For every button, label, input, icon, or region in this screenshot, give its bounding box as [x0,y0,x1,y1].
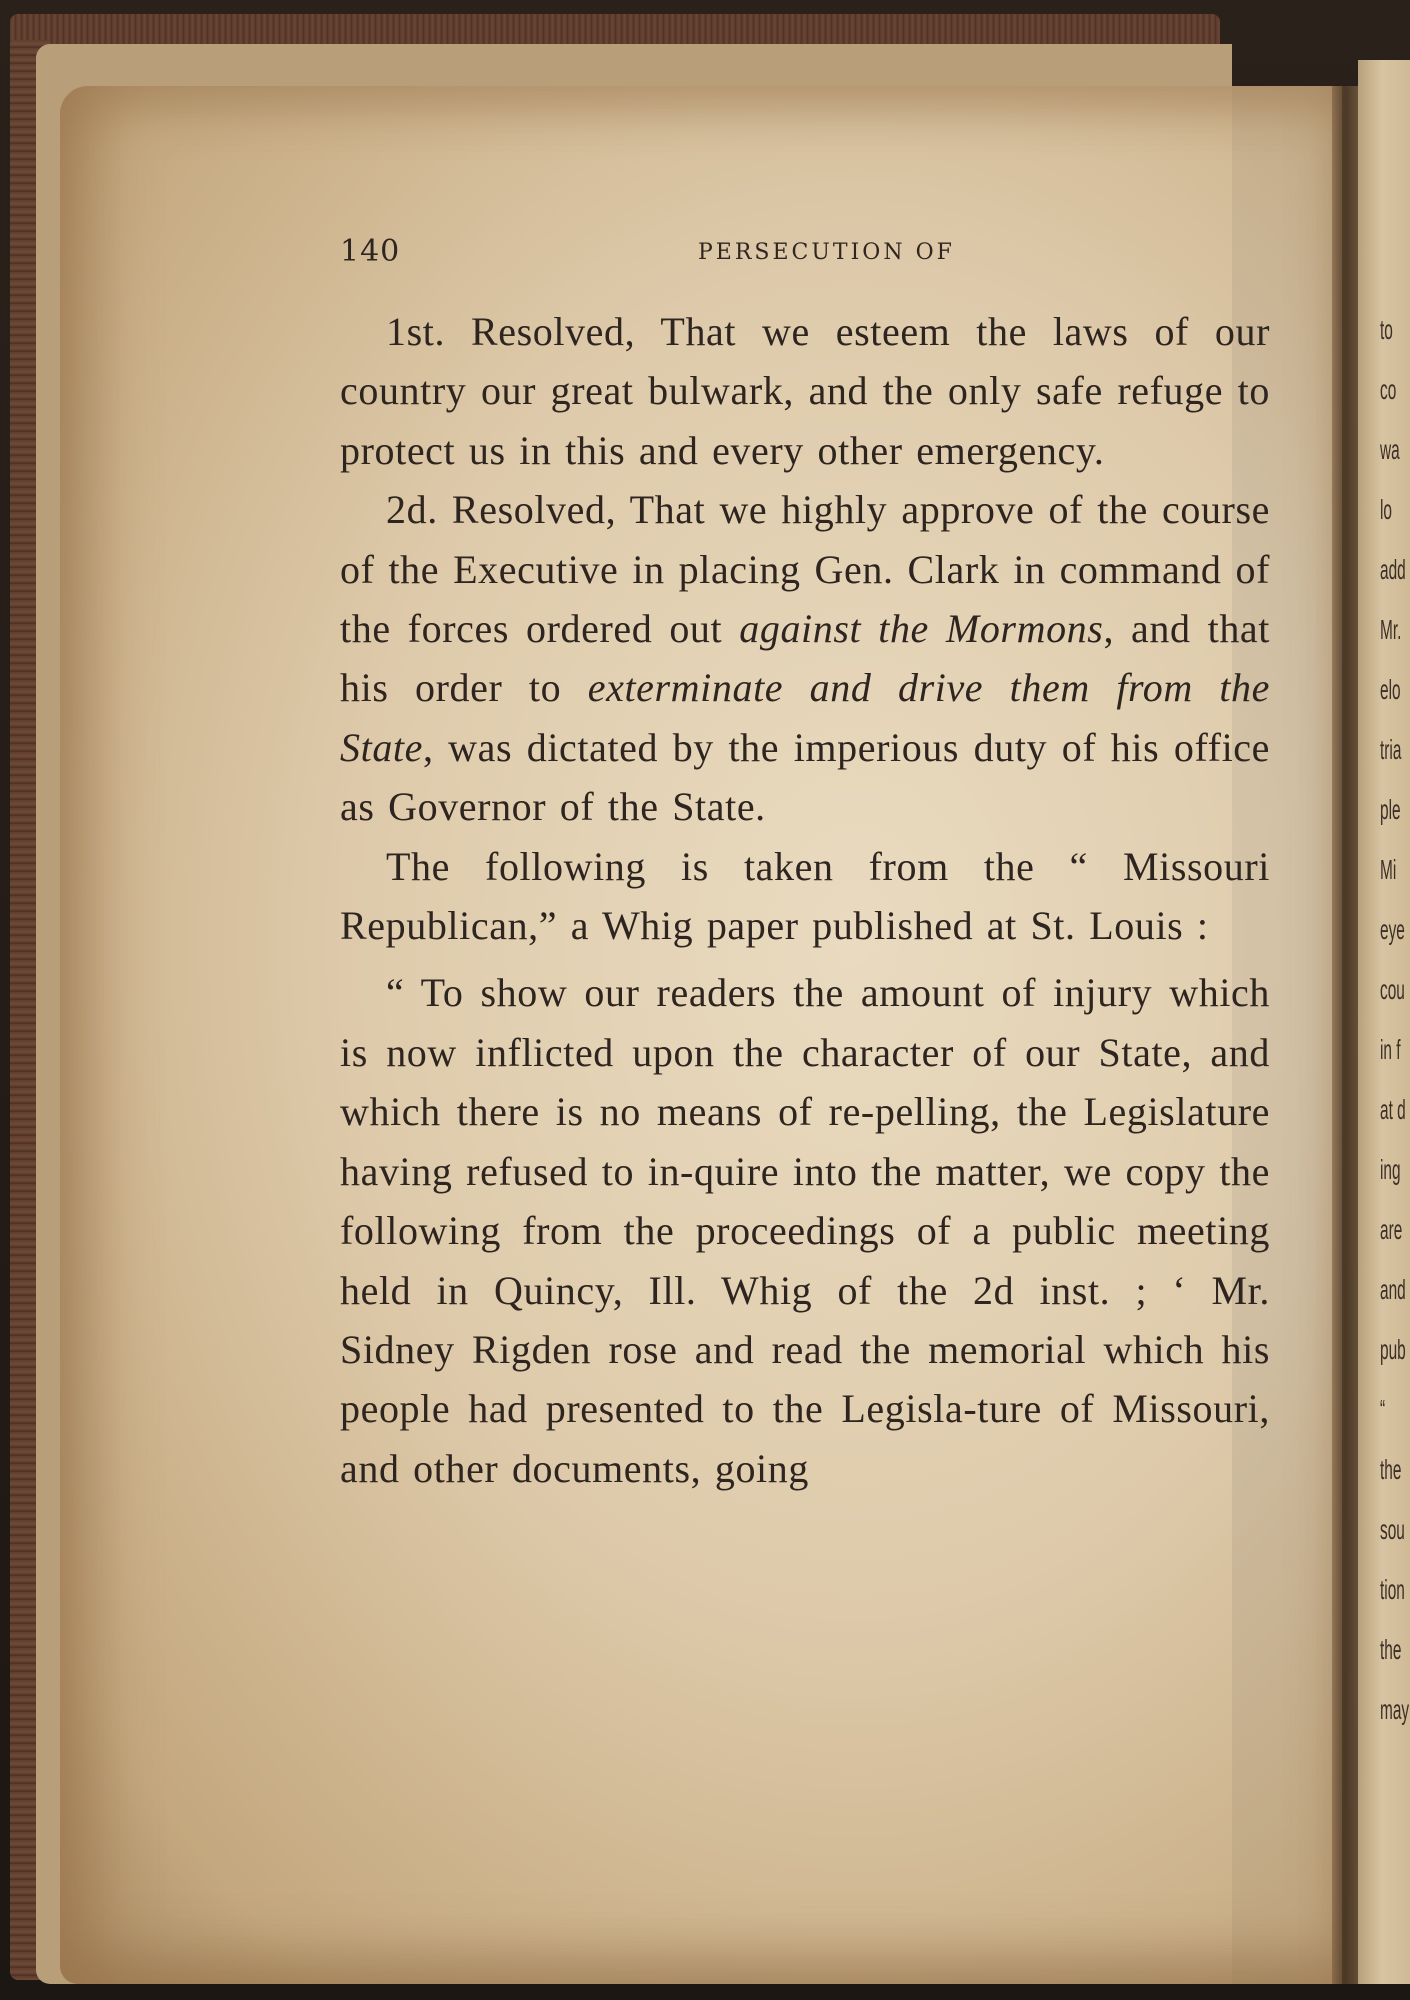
facing-fragment: the [1380,1454,1402,1485]
facing-fragment: in f [1380,1034,1401,1065]
running-head [340,234,1280,274]
page-number: 140 [340,234,401,269]
facing-fragment: eye [1380,914,1405,945]
facing-fragment: to [1380,314,1393,345]
resolution-2-end: , was dictated by the imperious duty of his office as Governor of the State. [340,724,1270,830]
facing-fragment: elo [1380,674,1401,705]
facing-fragment: ple [1380,794,1401,825]
facing-fragment: add [1380,554,1406,585]
facing-fragment: wa [1380,434,1400,465]
facing-fragment: ing [1380,1154,1401,1185]
facing-fragment: may [1380,1694,1410,1725]
facing-fragment: Mi [1380,854,1397,885]
facing-fragment: tion [1380,1574,1405,1605]
facing-fragment: lo [1380,494,1392,525]
italic-phrase-exterminate: exterminate and drive them from the State [340,665,1270,770]
paragraph-resolution-1: 1st. Resolved, That we esteem the laws of our country our great bulwark, and the only safe refuge to protect us in this and every other emergency. [340,309,1270,473]
italic-phrase-mormons: against the Mormons [739,606,1104,652]
facing-page-text-fragments [1380,300,1410,1740]
facing-fragment: are [1380,1214,1403,1245]
facing-fragment: co [1380,374,1397,405]
facing-fragment: sou [1380,1514,1405,1545]
facing-fragment: the [1380,1634,1402,1665]
facing-fragment: at d [1380,1094,1406,1125]
facing-fragment: Mr. [1380,614,1402,645]
facing-fragment: cou [1380,974,1405,1005]
book-gutter [1332,86,1360,1984]
paragraph-resolution-2 [340,480,1270,836]
page-body [340,302,1270,1498]
resolution-2-start: 2d. Resolved, That we highly approve of the course of the Executive in placing Gen. Clark in command of the forces ordered out [340,487,1270,652]
paragraph-quotation: “ To show our readers the amount of injury which is now inflicted upon the character of our State, and which there is no means of re-pelling, the Legislature having refused to in-quire into the matter, we copy the following from the proceedings of a public meeting held in Quincy, Ill. Whig of the 2d inst. ; ‘ Mr. Sidney Rigden rose and read the memorial which his people had presented to the Legisla-ture of Missouri, and other documents, going [340,970,1270,1491]
facing-fragment: and [1380,1274,1406,1305]
facing-fragment: tria [1380,734,1402,765]
facing-fragment: “ [1380,1394,1386,1425]
resolution-2-mid: , and that his order to [340,606,1270,711]
facing-fragment: pub [1380,1334,1406,1365]
running-title: PERSECUTION OF [698,240,955,265]
paragraph-missouri-republican: The following is taken from the “ Missouri Republican,” a Whig paper published at St. Louis : [340,843,1270,949]
